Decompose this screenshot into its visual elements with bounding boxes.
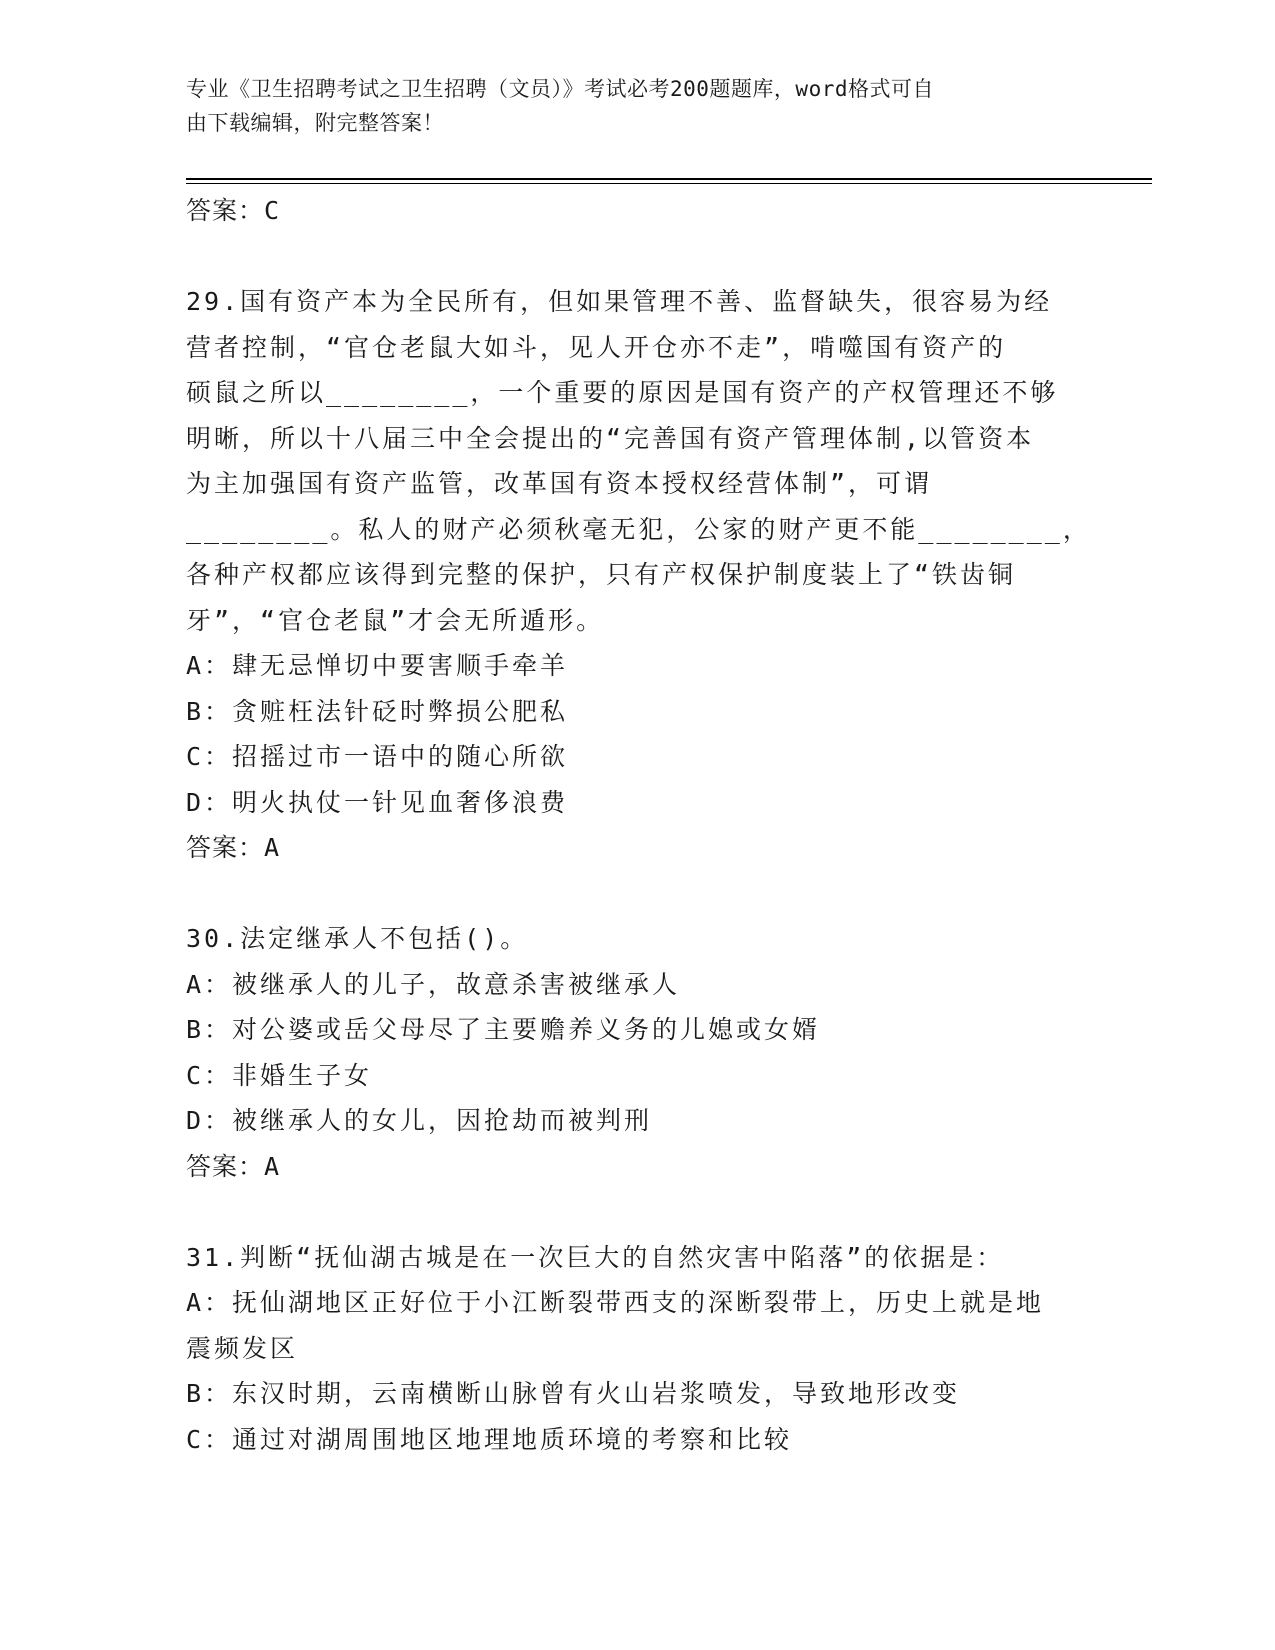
question-29 [186, 279, 1091, 871]
question-line: 各种产权都应该得到完整的保护，只有产权保护制度装上了“铁齿铜 [186, 560, 1017, 589]
option-c: C：非婚生子女 [186, 1060, 373, 1090]
answer-line: 答案：A [186, 1151, 281, 1181]
question-line: 30.法定继承人不包括()。 [186, 924, 529, 953]
document-body [186, 188, 1091, 1462]
page-header [186, 72, 1066, 140]
option-a: A：抚仙湖地区正好位于小江断裂带西支的深断裂带上，历史上就是地 [186, 1288, 1045, 1317]
option-d: D：明火执仗一针见血奢侈浪费 [186, 787, 569, 817]
question-line: 牙”，“官仓老鼠”才会无所遁形。 [186, 605, 605, 635]
option-a-continued: 震频发区 [186, 1333, 299, 1363]
question-line: 为主加强国有资产监管，改革国有资本授权经营体制”，可谓 [186, 469, 933, 498]
question-30 [186, 916, 1086, 1189]
spacer [186, 234, 1086, 280]
header-line: 专业《卫生招聘考试之卫生招聘（文员）》考试必考200题题库，word格式可自 [186, 77, 934, 101]
option-a: A：肆无忌惮切中要害顺手牵羊 [186, 651, 569, 680]
question-text [186, 916, 1086, 962]
header-rule-thin [186, 183, 1152, 184]
question-line: ________。私人的财产必须秋毫无犯，公家的财产更不能________， [186, 514, 1091, 544]
option-c: C：通过对湖周围地区地理地质环境的考察和比较 [186, 1424, 793, 1454]
question-text [186, 279, 1091, 643]
spacer [186, 1189, 1086, 1235]
header-rule-thick [186, 178, 1152, 180]
question-line: 29.国有资产本为全民所有，但如果管理不善、监督缺失，很容易为经 [186, 287, 1053, 316]
answer-line: 答案：C [186, 196, 281, 225]
question-text [186, 1235, 1086, 1281]
spacer [186, 871, 1086, 917]
option-b: B：对公婆或岳父母尽了主要赡养义务的儿媳或女婿 [186, 1015, 821, 1044]
option-a: A：被继承人的儿子，故意杀害被继承人 [186, 969, 681, 999]
question-line: 31.判断“抚仙湖古城是在一次巨大的自然灾害中陷落”的依据是： [186, 1242, 1005, 1272]
question-line: 明晰，所以十八届三中全会提出的“完善国有资产管理体制,以管资本 [186, 423, 1035, 453]
option-d: D：被继承人的女儿，因抢劫而被判刑 [186, 1106, 653, 1135]
question-line: 营者控制，“官仓老鼠大如斗，见人开仓亦不走”，啃噬国有资产的 [186, 332, 1007, 362]
option-b: B：东汉时期，云南横断山脉曾有火山岩浆喷发，导致地形改变 [186, 1379, 961, 1408]
option-b: B：贪赃枉法针砭时弊损公肥私 [186, 696, 569, 726]
answer-line: 答案：A [186, 833, 281, 862]
header-line: 由下载编辑，附完整答案！ [186, 111, 444, 135]
option-c: C：招摇过市一语中的随心所欲 [186, 742, 569, 771]
question-31 [186, 1235, 1086, 1463]
question-line: 硕鼠之所以________，一个重要的原因是国有资产的产权管理还不够 [186, 378, 1059, 407]
